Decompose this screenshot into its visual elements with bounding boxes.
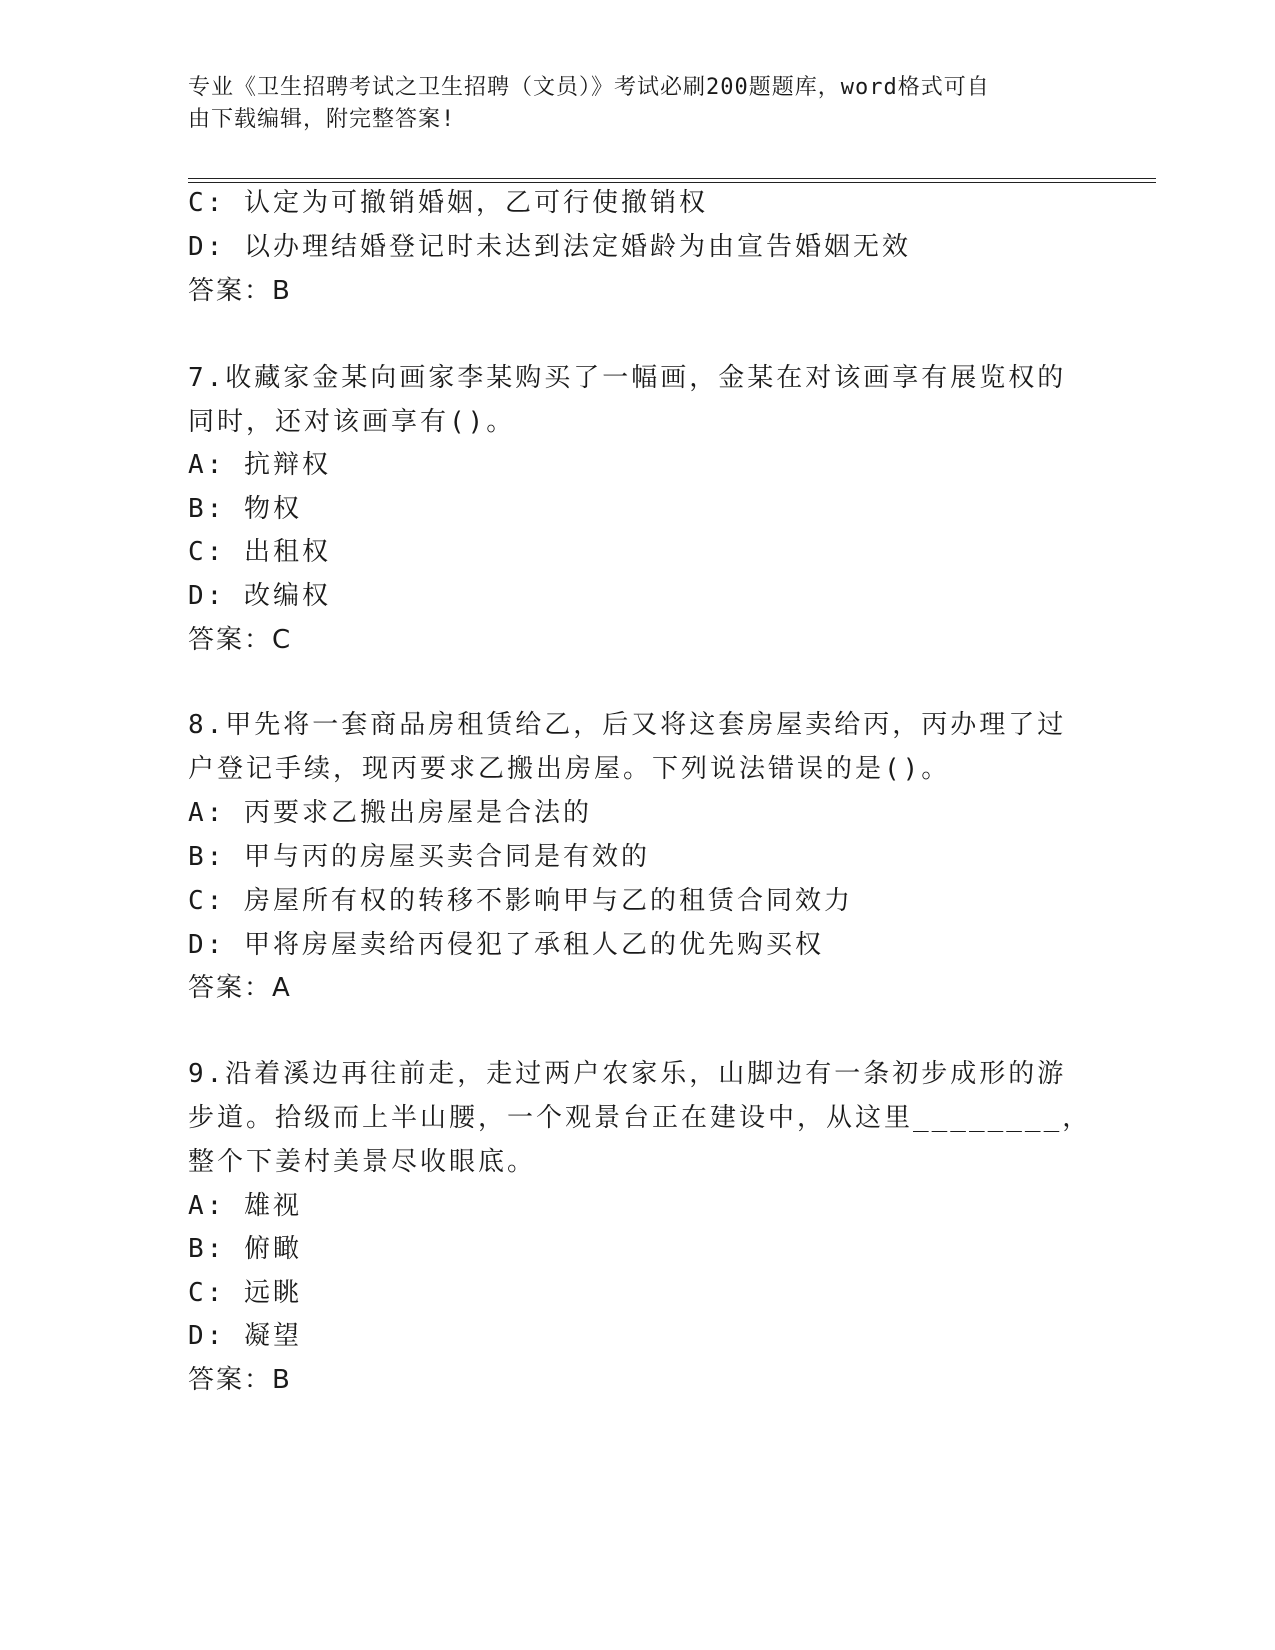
- q8-option-a: A: 丙要求乙搬出房屋是合法的: [188, 798, 592, 828]
- q8-option-b: B: 甲与丙的房屋买卖合同是有效的: [188, 842, 650, 872]
- q8-option-c: C: 房屋所有权的转移不影响甲与乙的租赁合同效力: [188, 886, 853, 916]
- q9-option-a: A: 雄视: [188, 1191, 302, 1221]
- q8-stem-line-2: 户登记手续，现丙要求乙搬出房屋。下列说法错误的是()。: [188, 754, 951, 784]
- header-line-2: 由下载编辑，附完整答案!: [188, 107, 456, 132]
- prev-answer: 答案：B: [188, 276, 292, 306]
- q7-option-a: A: 抗辩权: [188, 450, 331, 480]
- header-line-1: 专业《卫生招聘考试之卫生招聘（文员）》考试必刷200题题库，word格式可自: [188, 75, 990, 100]
- q8-option-d: D: 甲将房屋卖给丙侵犯了承租人乙的优先购买权: [188, 930, 824, 960]
- q7-stem-line-1: 7.收藏家金某向画家李某购买了一幅画，金某在对该画享有展览权的: [188, 363, 1067, 393]
- q9-option-b: B: 俯瞰: [188, 1234, 302, 1264]
- q9-option-c: C: 远眺: [188, 1278, 302, 1308]
- q9-option-d: D: 凝望: [188, 1321, 302, 1351]
- q7-option-c: C: 出租权: [188, 537, 331, 567]
- q9-stem-line-1: 9.沿着溪边再往前走，走过两户农家乐，山脚边有一条初步成形的游: [188, 1059, 1067, 1089]
- q7-option-b: B: 物权: [188, 494, 302, 524]
- q9-stem-line-3: 整个下姜村美景尽收眼底。: [188, 1147, 537, 1177]
- header-divider-top: [188, 178, 1156, 179]
- document-header: [188, 72, 1068, 136]
- q9-stem-line-2: 步道。拾级而上半山腰，一个观景台正在建设中，从这里________，: [188, 1103, 1092, 1133]
- prev-option-c: C: 认定为可撤销婚姻，乙可行使撤销权: [188, 188, 708, 218]
- q8-answer: 答案：A: [188, 973, 292, 1003]
- q7-answer: 答案：C: [188, 625, 293, 655]
- q8-stem-line-1: 8.甲先将一套商品房租赁给乙，后又将这套房屋卖给丙，丙办理了过: [188, 710, 1067, 740]
- q7-option-d: D: 改编权: [188, 581, 331, 611]
- q9-answer: 答案：B: [188, 1365, 292, 1395]
- q7-stem-line-2: 同时，还对该画享有()。: [188, 407, 516, 437]
- prev-option-d: D: 以办理结婚登记时未达到法定婚龄为由宣告婚姻无效: [188, 232, 911, 262]
